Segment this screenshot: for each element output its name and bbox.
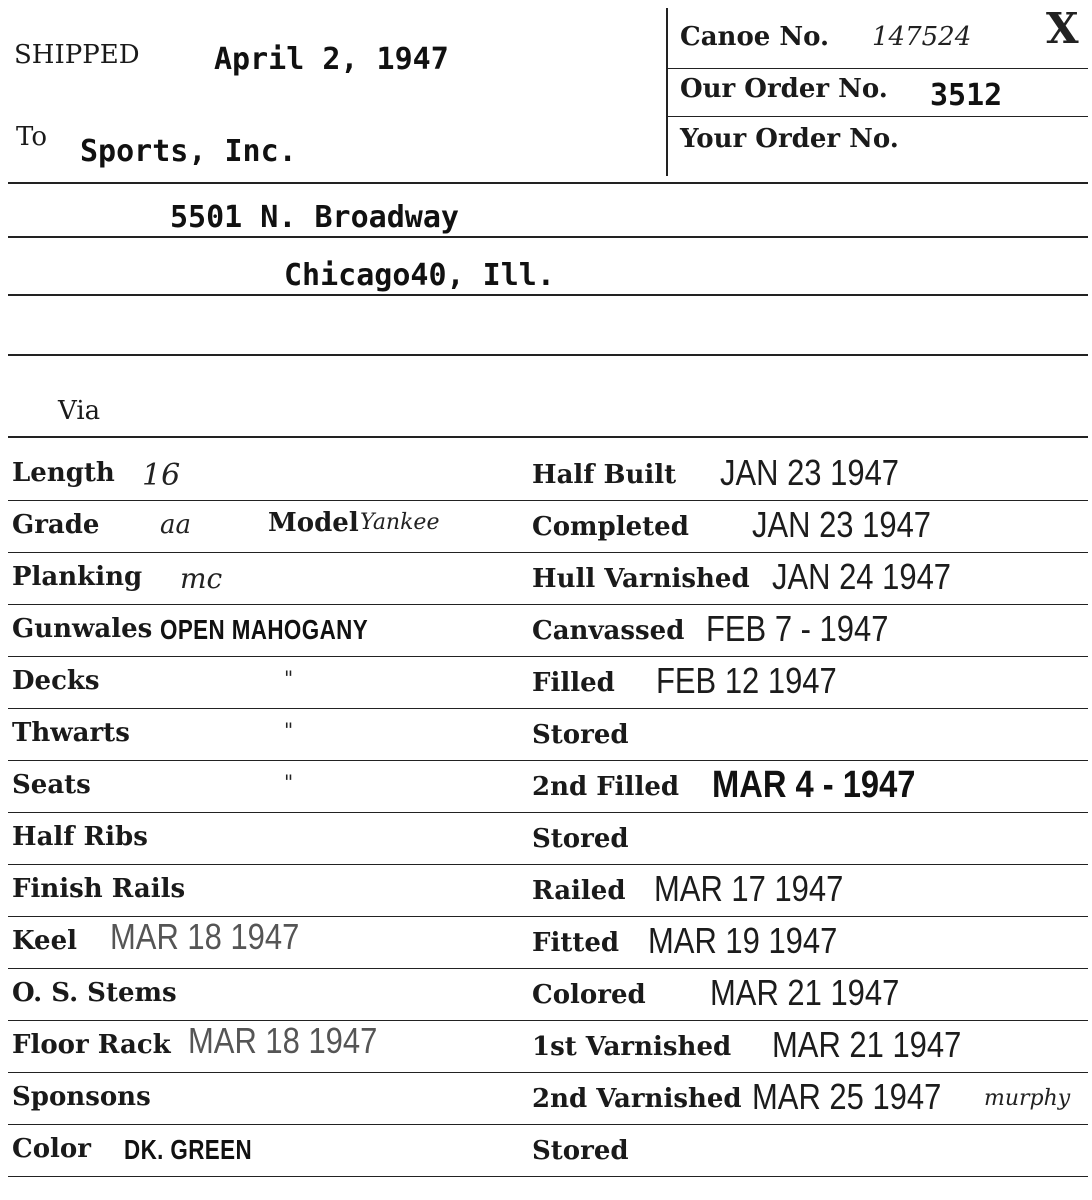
date-stamp: MAR 19 1947 [648,920,838,961]
date-stamp: JAN 23 1947 [720,452,900,493]
date-stamp: FEB 12 1947 [656,660,837,701]
row-rule [8,708,1088,709]
row-rule [8,1072,1088,1073]
our-order-label: Our Order No. [680,74,888,104]
shipped-label: SHIPPED [14,40,140,70]
field-value: Yankee [360,510,440,535]
row-rule [8,656,1088,657]
row-rule [8,1020,1088,1021]
row-rule [8,812,1088,813]
field-label: Planking [12,562,143,592]
field-label: Canvassed [532,616,685,646]
canoe-no-label: Canoe No. [680,22,830,52]
field-label: 1st Varnished [532,1032,732,1062]
field-label: Thwarts [12,718,130,748]
date-stamp: MAR 25 1947 [752,1076,942,1117]
initials-note: murphy [984,1086,1071,1111]
field-label: Decks [12,666,100,696]
field-label: Railed [532,876,626,906]
canoe-no-value: 147524 [872,22,972,52]
field-value: 16 [142,458,181,493]
date-stamp: MAR 17 1947 [654,868,844,909]
date-stamp: MAR 21 1947 [772,1024,962,1065]
field-label: Hull Varnished [532,564,750,594]
field-label: Gunwales [12,614,153,644]
field-value: mc [180,562,223,595]
field-value: " [284,666,294,690]
row-rule [8,604,1088,605]
our-order-value: 3512 [930,78,1003,113]
to-name: Sports, Inc. [80,134,297,169]
field-label: Seats [12,770,91,800]
date-stamp: FEB 7 - 1947 [706,608,889,649]
date-stamp: JAN 24 1947 [772,556,952,597]
field-value: " [284,770,294,794]
to-label: To [16,122,47,152]
address-line-1: 5501 N. Broadway [170,200,459,235]
field-value: aa [160,510,192,540]
field-label: Colored [532,980,646,1010]
row-rule [8,1124,1088,1125]
rule-address-3 [8,354,1088,356]
field-label: 2nd Filled [532,772,680,802]
field-label: Stored [532,720,629,750]
date-stamp: MAR 4 - 1947 [712,764,916,806]
field-label: Filled [532,668,615,698]
field-label: O. S. Stems [12,978,177,1008]
field-value: DK. GREEN [124,1134,253,1165]
row-rule [8,1176,1088,1177]
rule-via [8,436,1088,438]
row-rule [8,552,1088,553]
field-label: Model [268,508,359,538]
order-box-divider [666,8,668,176]
row-rule [8,864,1088,865]
your-order-label: Your Order No. [680,124,899,154]
rule-address-2 [8,294,1088,296]
field-label: Sponsons [12,1082,151,1112]
order-box-rule-1 [668,68,1088,69]
field-label: Floor Rack [12,1030,171,1060]
date-stamp: MAR 21 1947 [710,972,900,1013]
rule-to [8,182,1088,184]
field-value: OPEN MAHOGANY [160,614,369,645]
order-box-rule-2 [668,116,1088,117]
field-label: Stored [532,1136,629,1166]
shipped-date: April 2, 1947 [214,42,449,77]
field-label: Grade [12,510,100,540]
row-rule [8,760,1088,761]
row-rule [8,968,1088,969]
field-label: Fitted [532,928,620,958]
field-label: Half Built [532,460,677,490]
field-label: 2nd Varnished [532,1084,742,1114]
canoe-no-mark: X [1046,4,1079,53]
field-label: Finish Rails [12,874,186,904]
field-value: MAR 18 1947 [110,916,300,957]
via-label: Via [58,396,101,426]
row-rule [8,500,1088,501]
address-line-2: Chicago40, Ill. [284,258,555,293]
field-label: Half Ribs [12,822,148,852]
field-label: Length [12,458,115,488]
field-label: Stored [532,824,629,854]
rule-address-1 [8,236,1088,238]
field-value: MAR 18 1947 [188,1020,378,1061]
field-label: Completed [532,512,689,542]
field-label: Keel [12,926,77,956]
field-label: Color [12,1134,91,1164]
date-stamp: JAN 23 1947 [752,504,932,545]
field-value: " [284,718,294,742]
